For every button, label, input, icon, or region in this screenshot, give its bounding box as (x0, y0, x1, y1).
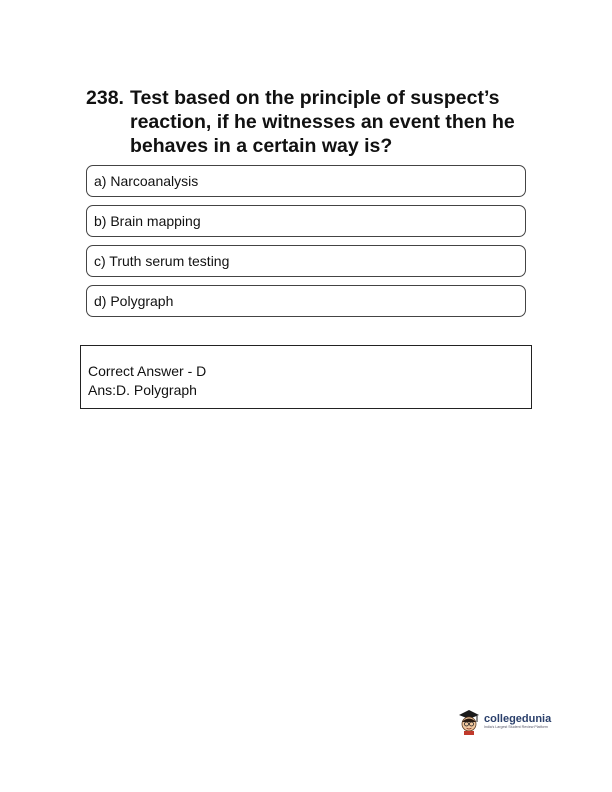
question-number: 238. (86, 87, 124, 109)
mascot-icon (456, 707, 482, 735)
answer-box (80, 345, 532, 409)
option-d[interactable]: d) Polygraph (86, 285, 526, 317)
answer-explanation: Ans:D. Polygraph (88, 382, 197, 398)
option-c[interactable]: c) Truth serum testing (86, 245, 526, 277)
question-text: Test based on the principle of suspect’s reaction, if he witnesses an event then he behaves in a certain way is? (130, 87, 515, 157)
logo-name: collegedunia (484, 712, 552, 725)
option-b[interactable]: b) Brain mapping (86, 205, 526, 237)
option-a[interactable]: a) Narcoanalysis (86, 165, 526, 197)
options-list (86, 165, 526, 325)
logo-tagline: India's Largest Student Review Platform (484, 724, 548, 729)
question (86, 86, 526, 158)
collegedunia-logo (456, 706, 560, 736)
correct-answer: Correct Answer - D (88, 363, 207, 379)
